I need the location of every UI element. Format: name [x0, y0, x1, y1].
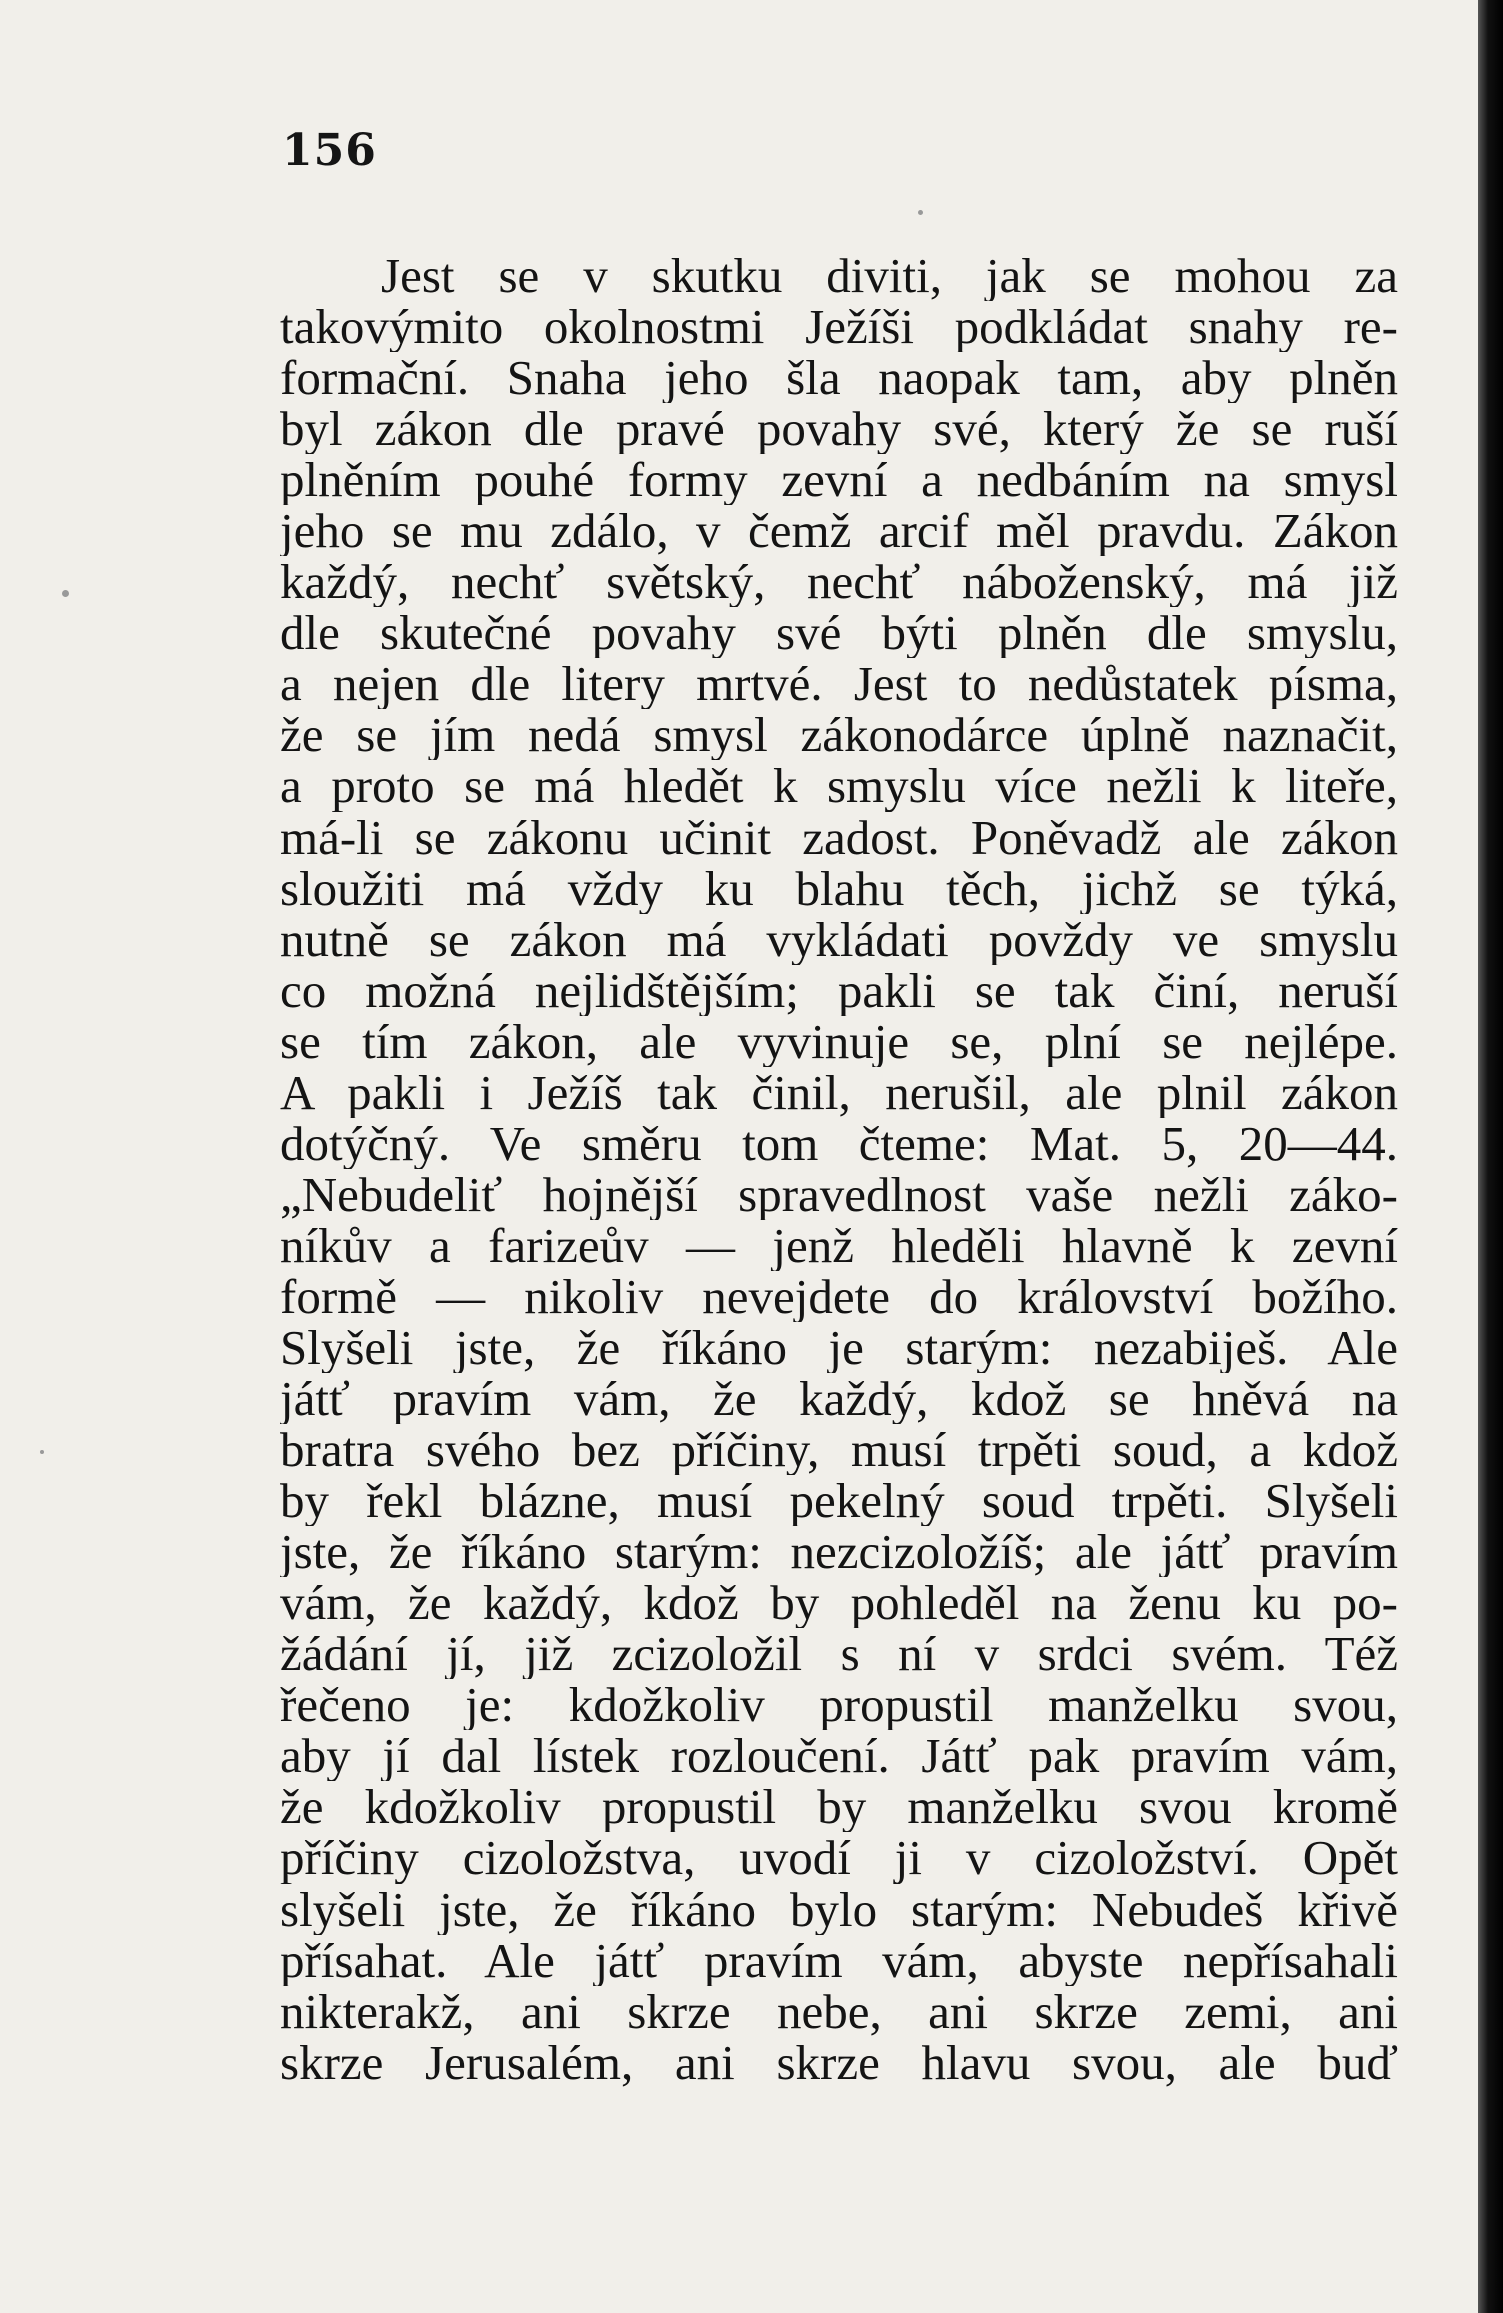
text-line: přísahat. Ale játť pravím vám, abyste nepřísahali [280, 1934, 1398, 1986]
paper-speck [40, 1450, 44, 1454]
text-line: aby jí dal lístek rozloučení. Játť pak pravím vám, [280, 1730, 1398, 1782]
text-line: řečeno je: kdožkoliv propustil manželku svou, [280, 1679, 1398, 1731]
text-line: skrze Jerusalém, ani skrze hlavu svou, ale buď [280, 2036, 1398, 2088]
text-line: takovýmito okolnostmi Ježíši podkládat snahy re- [280, 301, 1398, 353]
page-number: 156 [282, 125, 377, 176]
text-line: formační. Snaha jeho šla naopak tam, aby plněn [280, 352, 1398, 404]
text-line: a proto se má hledět k smyslu více nežli k liteře, [280, 760, 1398, 812]
text-line: plněním pouhé formy zevní a nedbáním na smysl [280, 454, 1398, 506]
text-line: vám, že každý, kdož by pohleděl na ženu ku po- [280, 1577, 1398, 1629]
text-line: nutně se zákon má vykládati povždy ve smyslu [280, 913, 1398, 965]
text-line: jste, že říkáno starým: nezcizoložíš; ale játť pravím [280, 1526, 1398, 1578]
text-line: „Nebudeliť hojnější spravedlnost vaše nežli záko- [280, 1168, 1398, 1220]
text-line: byl zákon dle pravé povahy své, který že se ruší [280, 403, 1398, 455]
text-line: by řekl blázne, musí pekelný soud trpěti. Slyšeli [280, 1475, 1398, 1527]
text-line: níkův a farizeův — jenž hleděli hlavně k zevní [280, 1219, 1398, 1271]
text-line: dotýčný. Ve směru tom čteme: Mat. 5, 20—44. [280, 1117, 1398, 1169]
text-line: jeho se mu zdálo, v čemž arcif měl pravdu. Zákon [280, 505, 1398, 557]
text-line: co možná nejlidštějším; pakli se tak činí, neruší [280, 964, 1398, 1016]
text-line: Slyšeli jste, že říkáno je starým: nezabiješ. Ale [280, 1321, 1398, 1374]
text-line: játť pravím vám, že každý, kdož se hněvá na [280, 1373, 1398, 1425]
text-line: bratra svého bez příčiny, musí trpěti soud, a kdož [280, 1424, 1398, 1476]
text-line: nikterakž, ani skrze nebe, ani skrze zemi, ani [280, 1985, 1398, 2037]
text-line: A pakli i Ježíš tak činil, nerušil, ale plnil zákon [280, 1066, 1398, 1118]
text-line: slyšeli jste, že říkáno bylo starým: Nebudeš křivě [280, 1883, 1398, 1935]
text-line: a nejen dle litery mrtvé. Jest to nedůstatek písma, [280, 658, 1398, 710]
text-line: každý, nechť světský, nechť náboženský, má již [280, 556, 1398, 608]
text-line: sloužiti má vždy ku blahu těch, jichž se týká, [280, 862, 1398, 914]
paper-speck [918, 210, 923, 215]
text-line: příčiny cizoložstva, uvodí ji v cizoložství. Opět [280, 1832, 1398, 1884]
text-line: Jest se v skutku diviti, jak se mohou za [381, 250, 1398, 302]
text-line: že se jím nedá smysl zákonodárce úplně naznačit, [280, 709, 1398, 761]
text-line: formě — nikoliv nevejdete do království božího. [280, 1270, 1398, 1322]
text-line: žádání jí, již zcizoložil s ní v srdci svém. Též [280, 1628, 1398, 1680]
text-line: se tím zákon, ale vyvinuje se, plní se nejlépe. [280, 1015, 1398, 1067]
text-line: že kdožkoliv propustil by manželku svou kromě [280, 1781, 1398, 1833]
body-text [280, 250, 1398, 2088]
paper-speck [62, 590, 69, 597]
page-edge-shadow [1478, 0, 1503, 2313]
text-line: má-li se zákonu učinit zadost. Poněvadž ale zákon [280, 811, 1398, 863]
text-line: dle skutečné povahy své býti plněn dle smyslu, [280, 607, 1398, 659]
